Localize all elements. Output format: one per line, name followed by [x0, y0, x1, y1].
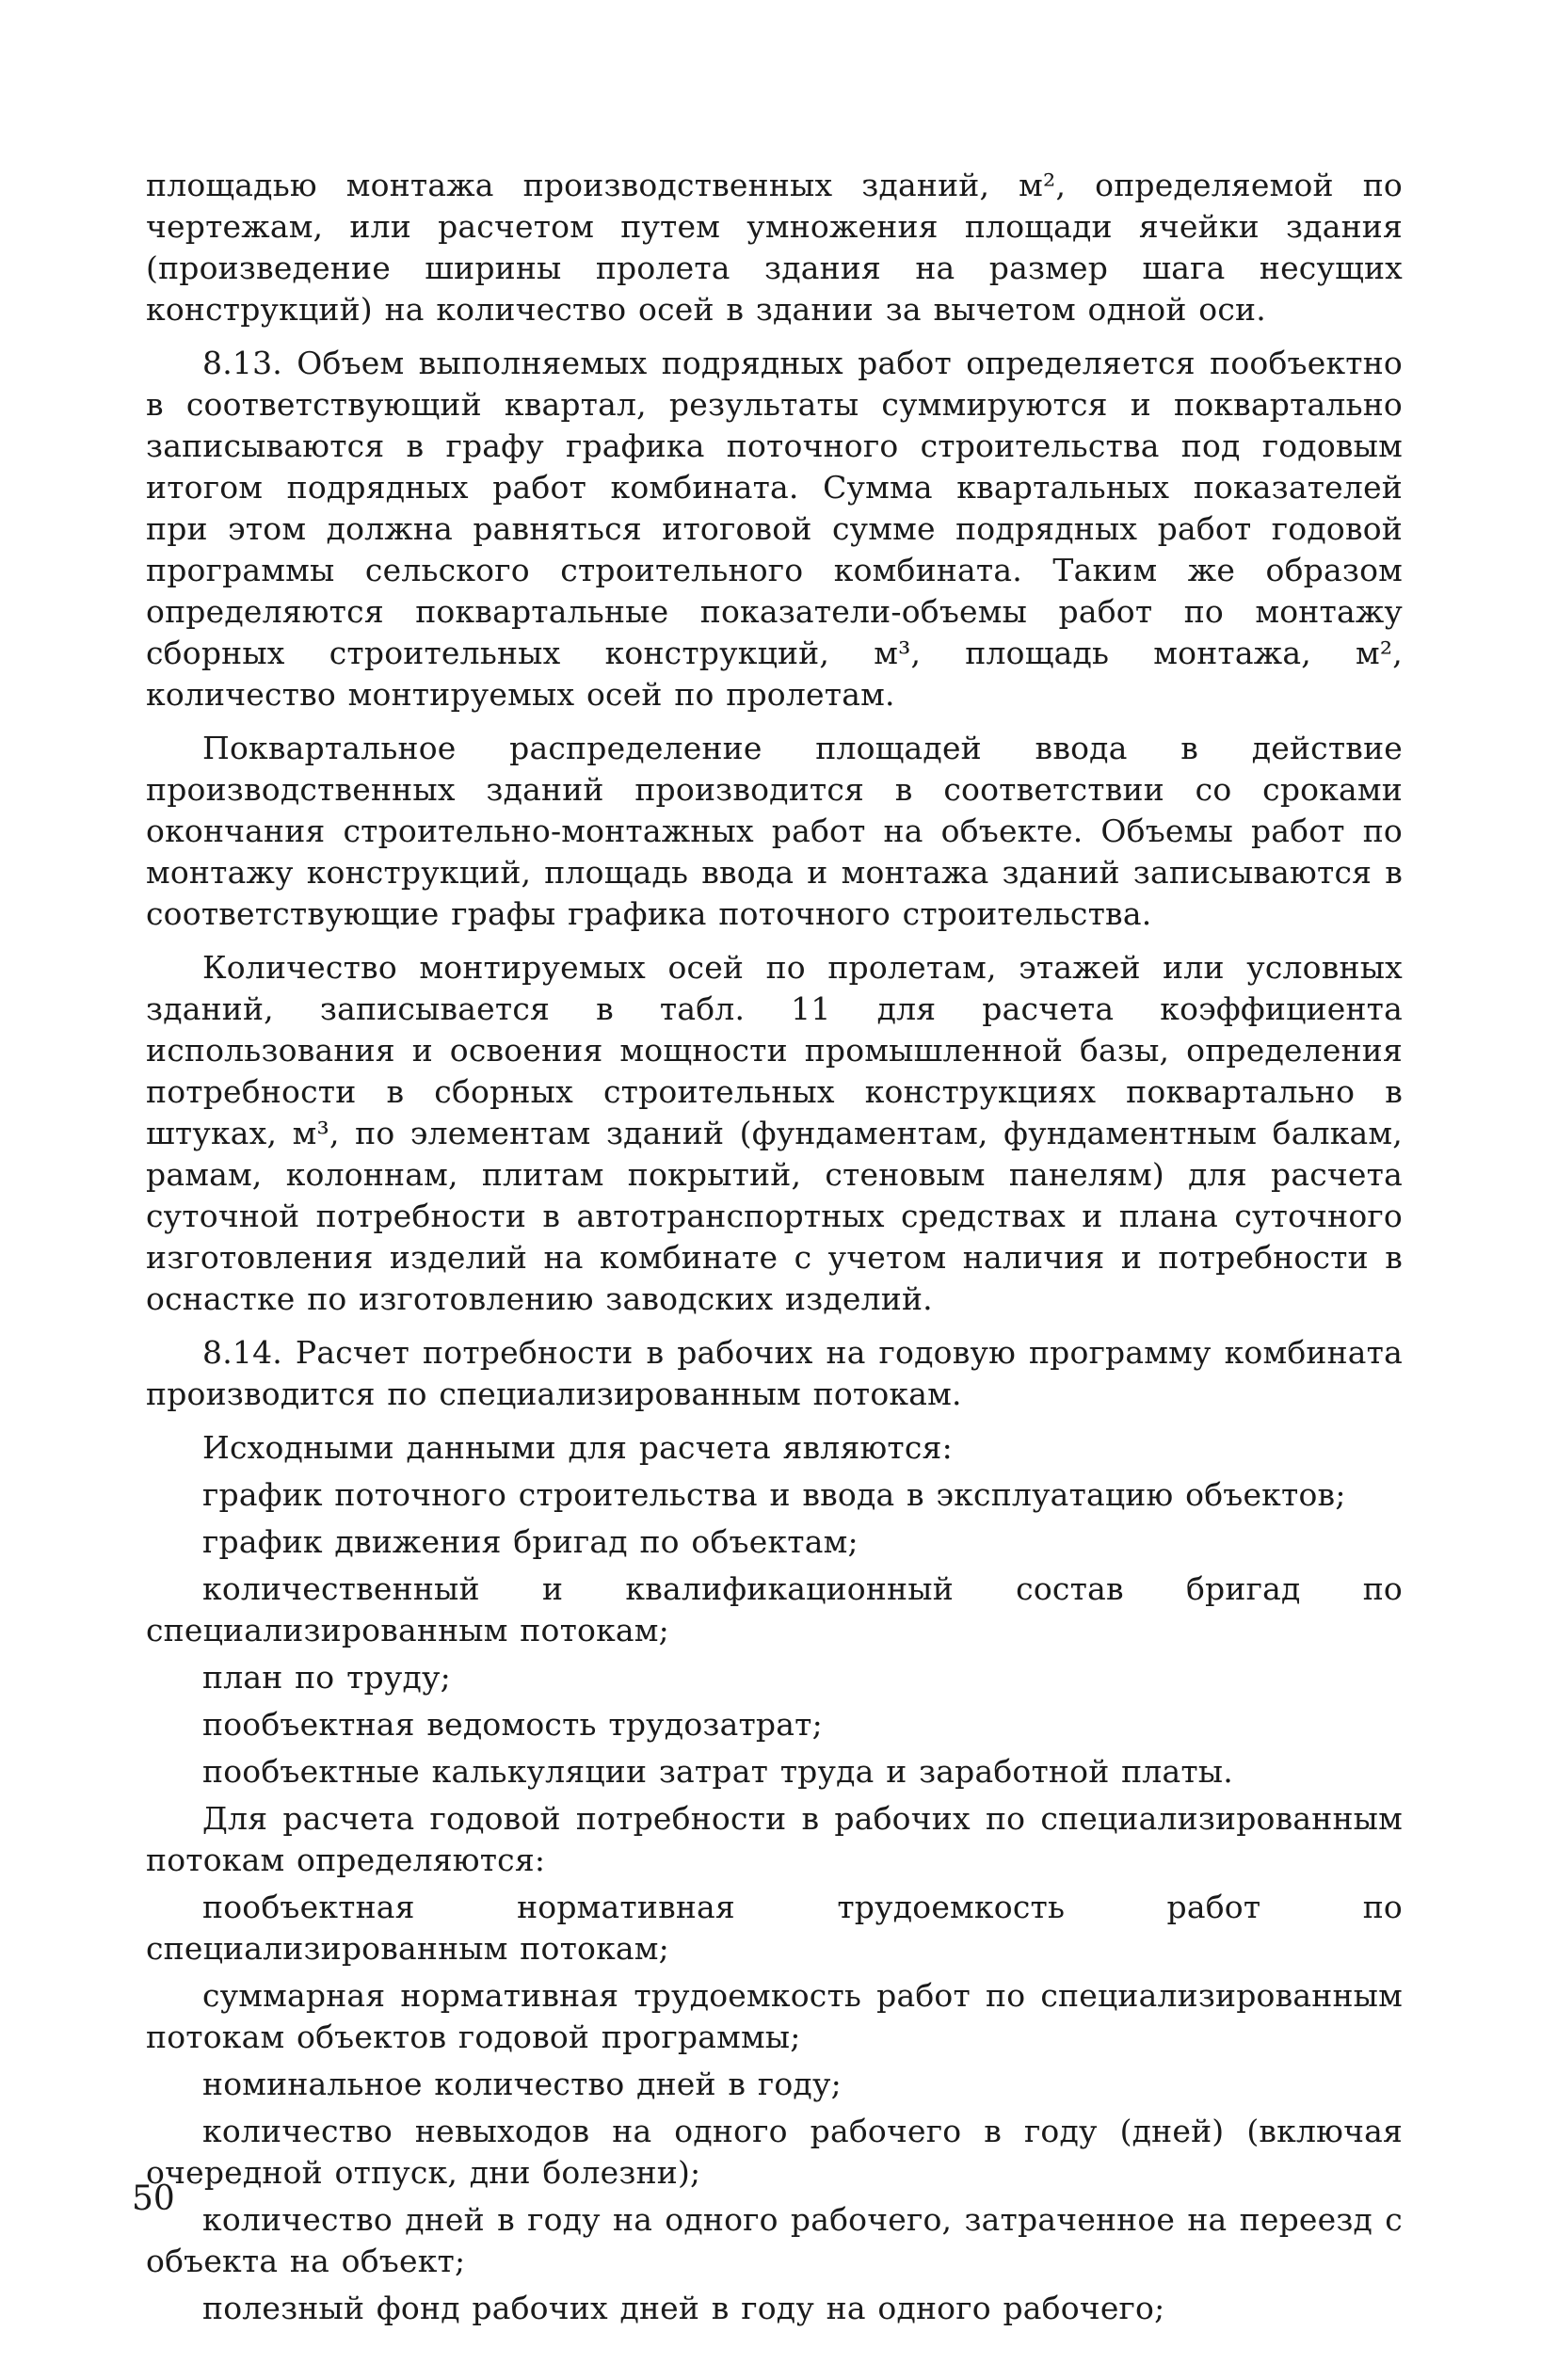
paragraph-8-14: 8.14. Расчет потребности в рабочих на годовую программу комбината производится по специализированным потокам.	[146, 1334, 1403, 1412]
list-item: полезный фонд рабочих дней в году на одного рабочего;	[202, 2290, 1165, 2326]
page-number: 50	[132, 2179, 175, 2218]
list-item: количество дней в году на одного рабочего, затраченное на переезд с объекта на объект;	[146, 2201, 1403, 2279]
paragraph-8-13: 8.13. Объем выполняемых подрядных работ определяется пообъектно в соответствующий квартал, результаты суммируются и поквартально записываются в графу графика поточного строительства под годовым итогом подрядных работ комбината. Сумма квартальных показателей при этом должна равняться итоговой сумме подрядных работ годовой программы сельского строительного комбината. Таким же образом определяются поквартальные показатели-объемы работ по монтажу сборных строительных конструкций, м³, площадь монтажа, м², количество монтируемых осей по пролетам.	[146, 345, 1403, 713]
list-item: пообъектная нормативная трудоемкость работ по специализированным потокам;	[146, 1889, 1403, 1967]
list-item: номинальное количество дней в году;	[202, 2066, 842, 2102]
list-item: суммарная нормативная трудоемкость работ по специализированным потокам объектов годовой программы;	[146, 1977, 1403, 2055]
list-intro-source-data: Исходными данными для расчета являются:	[202, 1429, 953, 1466]
list-item: количественный и квалификационный состав бригад по специализированным потокам;	[146, 1570, 1403, 1648]
list-item: план по труду;	[202, 1659, 451, 1696]
paragraph-quarterly-distribution: Поквартальное распределение площадей ввода в действие производственных зданий производится в соответствии со сроками окончания строительно-монтажных работ на объекте. Объемы работ по монтажу конструкций, площадь ввода и монтажа зданий записываются в соответствующие графы графика поточного строительства.	[146, 730, 1403, 932]
list-item: количество невыходов на одного рабочего в году (дней) (включая очередной отпуск, дни болезни);	[146, 2113, 1403, 2191]
paragraph-1: площадью монтажа производственных зданий, м², определяемой по чертежам, или расчетом путем умножения площади ячейки здания (произведение ширины пролета здания на размер шага несущих конструкций) на количество осей в здании за вычетом одной оси.	[146, 167, 1403, 328]
list-item: график поточного строительства и ввода в эксплуатацию объектов;	[202, 1476, 1346, 1513]
list-item: пообъектная ведомость трудозатрат;	[202, 1706, 823, 1743]
list-intro-determined: Для расчета годовой потребности в рабочих по специализированным потокам определяются:	[146, 1800, 1403, 1878]
list-item: график движения бригад по объектам;	[202, 1523, 859, 1560]
document-body	[146, 165, 1403, 2335]
paragraph-axes-count: Количество монтируемых осей по пролетам, этажей или условных зданий, записывается в табл. 11 для расчета коэффициента использования и освоения мощности промышленной базы, определения потребности в сборных строительных конструкциях поквартально в штуках, м³, по элементам зданий (фундаментам, фундаментным балкам, рамам, колоннам, плитам покрытий, стеновым панелям) для расчета суточной потребности в автотранспортных средствах и плана суточного изготовления изделий на комбинате с учетом наличия и потребности в оснастке по изготовлению заводских изделий.	[146, 949, 1403, 1317]
list-item: пообъектные калькуляции затрат труда и заработной платы.	[202, 1753, 1233, 1790]
